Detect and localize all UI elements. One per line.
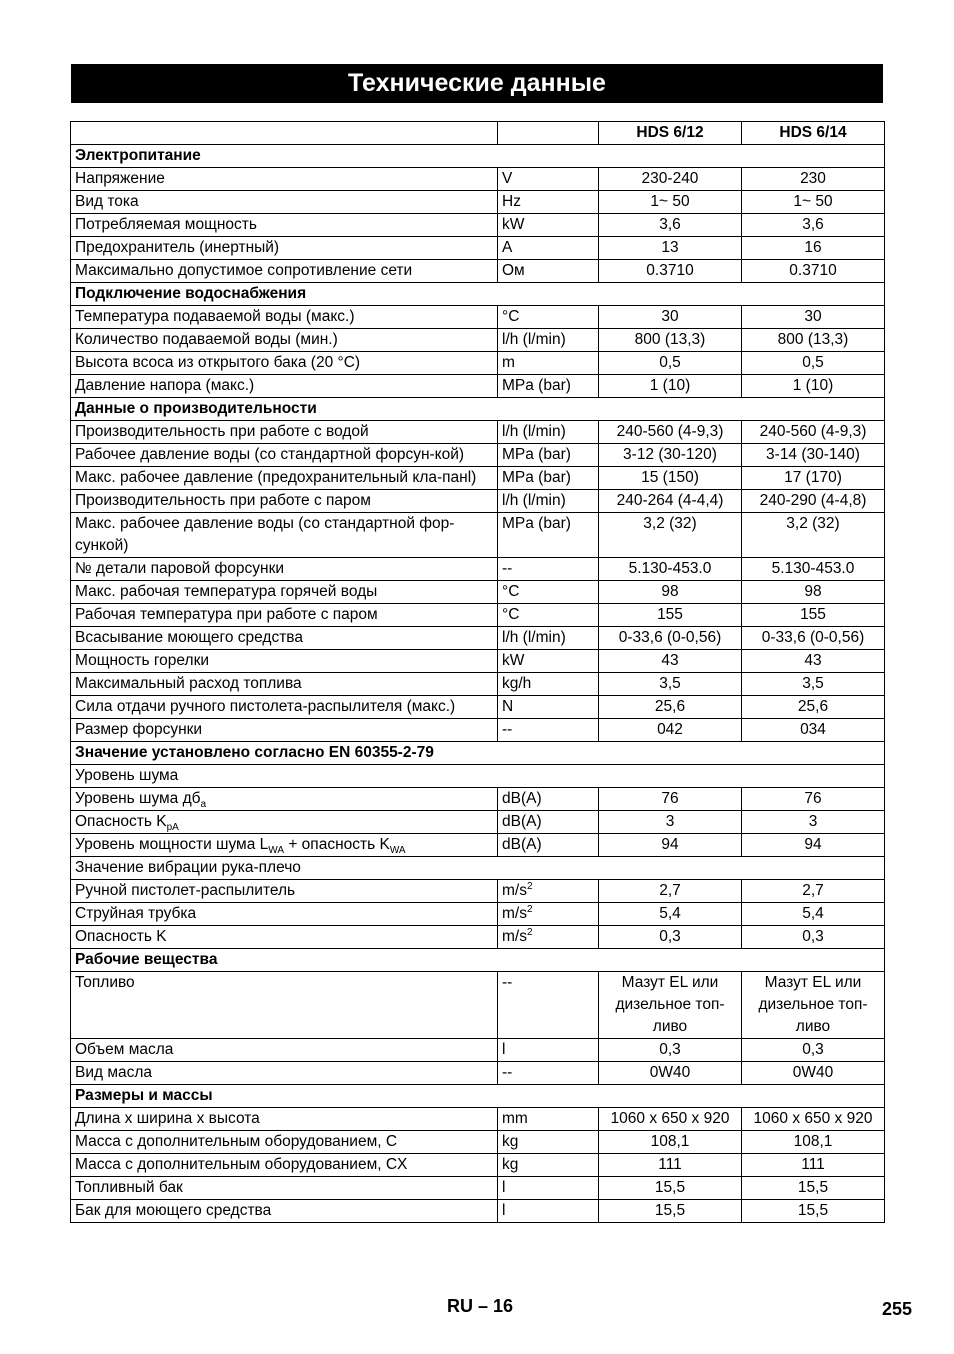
table-row xyxy=(71,421,885,444)
param-label xyxy=(71,260,498,283)
param-unit xyxy=(498,1131,599,1154)
table-row xyxy=(71,467,885,490)
value-model-1: 15 (150) xyxy=(599,467,742,490)
param-unit-text: dB(A) xyxy=(502,836,542,853)
param-label xyxy=(71,421,498,444)
value-model-1: 5,4 xyxy=(599,903,742,926)
header-cell-unit xyxy=(498,122,599,145)
value-model-1: 800 (13,3) xyxy=(599,329,742,352)
param-unit xyxy=(498,214,599,237)
value-model-2: Мазут EL или дизельное топ-ливо xyxy=(742,972,885,1039)
param-unit-text: kg xyxy=(502,1156,519,1173)
param-unit xyxy=(498,788,599,811)
param-unit-text: m/s xyxy=(502,882,527,899)
param-label-subscript: a xyxy=(200,799,207,811)
value-model-2: 15,5 xyxy=(742,1177,885,1200)
param-label-text: Потребляемая мощность xyxy=(75,216,257,233)
param-unit-text: m xyxy=(502,354,515,371)
value-model-1: 25,6 xyxy=(599,696,742,719)
value-model-2: 0-33,6 (0-0,56) xyxy=(742,627,885,650)
value-model-1: 1~ 50 xyxy=(599,191,742,214)
param-label-text: Рабочая температура при работе с паром xyxy=(75,606,378,623)
param-label-subscript: WA xyxy=(268,845,285,857)
table-row xyxy=(71,1154,885,1177)
param-label-text: Топливо xyxy=(75,974,135,991)
value-model-2: 3,6 xyxy=(742,214,885,237)
param-unit xyxy=(498,1177,599,1200)
header-cell-model-1: HDS 6/12 xyxy=(599,122,742,145)
param-label-text: Макс. рабочее давление (предохранительный кла-панl) xyxy=(75,469,477,486)
table-row xyxy=(71,880,885,903)
table-row xyxy=(71,719,885,742)
value-model-1: 3 xyxy=(599,811,742,834)
param-unit xyxy=(498,880,599,903)
header-cell-model-2: HDS 6/14 xyxy=(742,122,885,145)
param-unit-text: -- xyxy=(502,1064,513,1081)
value-model-2: 30 xyxy=(742,306,885,329)
param-unit-text: N xyxy=(502,698,514,715)
param-unit-text: -- xyxy=(502,721,513,738)
param-label xyxy=(71,811,498,834)
value-model-1: 1060 x 650 x 920 xyxy=(599,1108,742,1131)
section-header-row xyxy=(71,398,885,421)
param-unit xyxy=(498,513,599,558)
param-unit xyxy=(498,834,599,857)
param-label-text: Рабочее давление воды (со стандартной форсун-кой) xyxy=(75,446,465,463)
value-model-2: 155 xyxy=(742,604,885,627)
param-unit xyxy=(498,1062,599,1085)
param-unit xyxy=(498,237,599,260)
value-model-1: 111 xyxy=(599,1154,742,1177)
param-label-text: Бак для моющего средства xyxy=(75,1202,272,1219)
table-row xyxy=(71,352,885,375)
table-row xyxy=(71,260,885,283)
param-unit-text: l/h (l/min) xyxy=(502,331,566,348)
value-model-1: 43 xyxy=(599,650,742,673)
param-unit-text: MPa (bar) xyxy=(502,377,571,394)
param-unit-text: kW xyxy=(502,652,525,669)
param-unit xyxy=(498,926,599,949)
table-row xyxy=(71,329,885,352)
param-label xyxy=(71,237,498,260)
param-label-text: Длина x ширина x высота xyxy=(75,1110,260,1127)
param-label-text: Масса с дополнительным оборудованием, CX xyxy=(75,1156,408,1173)
param-label xyxy=(71,444,498,467)
param-label-text: Высота всоса из открытого бака (20 °C) xyxy=(75,354,361,371)
value-model-2: 76 xyxy=(742,788,885,811)
tech-data-table-body xyxy=(71,122,885,1223)
value-model-1: 042 xyxy=(599,719,742,742)
param-unit xyxy=(498,191,599,214)
value-model-1: 3,5 xyxy=(599,673,742,696)
section-title: Значение установлено согласно EN 60355-2-79 xyxy=(71,742,885,765)
table-header-row xyxy=(71,122,885,145)
param-label-text: Мощность горелки xyxy=(75,652,210,669)
value-model-1: 1 (10) xyxy=(599,375,742,398)
param-label xyxy=(71,926,498,949)
param-unit xyxy=(498,627,599,650)
value-model-2: 0.3710 xyxy=(742,260,885,283)
param-label xyxy=(71,168,498,191)
param-unit-text: l xyxy=(502,1179,506,1196)
section-header-row xyxy=(71,145,885,168)
value-model-1: 13 xyxy=(599,237,742,260)
param-unit xyxy=(498,1108,599,1131)
param-label-text: Объем масла xyxy=(75,1041,174,1058)
table-row xyxy=(71,1039,885,1062)
param-unit-text: Hz xyxy=(502,193,521,210)
table-row xyxy=(71,1200,885,1223)
subsection-label: Значение вибрации рука-плечо xyxy=(71,857,885,880)
value-model-2: 800 (13,3) xyxy=(742,329,885,352)
param-unit-text: Ом xyxy=(502,262,525,279)
param-label-text: № детали паровой форсунки xyxy=(75,560,285,577)
value-model-1: 108,1 xyxy=(599,1131,742,1154)
param-label-text: Макс. рабочее давление воды (со стандартной фор-сункой) xyxy=(75,515,455,554)
param-label-text-2: + опасность K xyxy=(284,836,390,853)
table-row xyxy=(71,1062,885,1085)
param-label-text: Уровень шума дб xyxy=(75,790,201,807)
table-row xyxy=(71,696,885,719)
param-label xyxy=(71,1200,498,1223)
param-unit xyxy=(498,972,599,1039)
value-model-2: 3-14 (30-140) xyxy=(742,444,885,467)
param-unit-text: l/h (l/min) xyxy=(502,629,566,646)
value-model-1: 76 xyxy=(599,788,742,811)
param-unit-text: V xyxy=(502,170,513,187)
param-label xyxy=(71,1177,498,1200)
value-model-2: 25,6 xyxy=(742,696,885,719)
value-model-2: 16 xyxy=(742,237,885,260)
param-unit xyxy=(498,1200,599,1223)
table-row xyxy=(71,1108,885,1131)
table-row xyxy=(71,1177,885,1200)
param-label xyxy=(71,1108,498,1131)
param-unit-text: m/s xyxy=(502,905,527,922)
param-label xyxy=(71,191,498,214)
value-model-2: 034 xyxy=(742,719,885,742)
param-label-text: Масса с дополнительным оборудованием, C xyxy=(75,1133,398,1150)
param-unit-text: MPa (bar) xyxy=(502,515,571,532)
param-label xyxy=(71,972,498,1039)
param-unit xyxy=(498,421,599,444)
param-label xyxy=(71,352,498,375)
param-unit xyxy=(498,467,599,490)
value-model-2: 108,1 xyxy=(742,1131,885,1154)
param-unit xyxy=(498,1039,599,1062)
param-label xyxy=(71,880,498,903)
value-model-1: Мазут EL или дизельное топ-ливо xyxy=(599,972,742,1039)
section-title: Данные о производительности xyxy=(71,398,885,421)
table-row xyxy=(71,788,885,811)
table-row xyxy=(71,604,885,627)
table-row xyxy=(71,306,885,329)
param-unit xyxy=(498,581,599,604)
section-header-row xyxy=(71,1085,885,1108)
subsection-label: Уровень шума xyxy=(71,765,885,788)
param-label xyxy=(71,834,498,857)
param-unit-text: -- xyxy=(502,560,513,577)
value-model-1: 98 xyxy=(599,581,742,604)
section-title: Электропитание xyxy=(71,145,885,168)
value-model-2: 1060 x 650 x 920 xyxy=(742,1108,885,1131)
table-row xyxy=(71,811,885,834)
value-model-2: 240-560 (4-9,3) xyxy=(742,421,885,444)
value-model-1: 0,5 xyxy=(599,352,742,375)
table-row xyxy=(71,834,885,857)
value-model-2: 3,2 (32) xyxy=(742,513,885,558)
param-label-text: Опасность K xyxy=(75,813,167,830)
param-unit-superscript: 2 xyxy=(526,880,533,892)
param-unit xyxy=(498,352,599,375)
table-row xyxy=(71,926,885,949)
page-title: Технические данные xyxy=(71,64,883,103)
param-label-text: Макс. рабочая температура горячей воды xyxy=(75,583,378,600)
value-model-1: 0W40 xyxy=(599,1062,742,1085)
value-model-2: 3,5 xyxy=(742,673,885,696)
table-row xyxy=(71,214,885,237)
param-label xyxy=(71,1062,498,1085)
param-unit xyxy=(498,490,599,513)
param-unit xyxy=(498,903,599,926)
value-model-1: 94 xyxy=(599,834,742,857)
param-label-text: Вид тока xyxy=(75,193,139,210)
param-unit-text: l/h (l/min) xyxy=(502,423,566,440)
table-row xyxy=(71,375,885,398)
param-unit-text: kg xyxy=(502,1133,519,1150)
value-model-1: 0,3 xyxy=(599,926,742,949)
value-model-2: 0W40 xyxy=(742,1062,885,1085)
param-label-subscript-2: WA xyxy=(389,845,406,857)
param-label-text: Производительность при работе с паром xyxy=(75,492,371,509)
section-header-row xyxy=(71,283,885,306)
table-row xyxy=(71,490,885,513)
value-model-1: 3-12 (30-120) xyxy=(599,444,742,467)
param-label xyxy=(71,719,498,742)
value-model-1: 15,5 xyxy=(599,1200,742,1223)
param-label-text: Температура подаваемой воды (макс.) xyxy=(75,308,355,325)
value-model-2: 15,5 xyxy=(742,1200,885,1223)
param-unit xyxy=(498,673,599,696)
param-label xyxy=(71,627,498,650)
param-unit-text: MPa (bar) xyxy=(502,446,571,463)
param-unit xyxy=(498,375,599,398)
value-model-2: 1~ 50 xyxy=(742,191,885,214)
param-unit xyxy=(498,1154,599,1177)
value-model-1: 155 xyxy=(599,604,742,627)
param-label xyxy=(71,467,498,490)
param-label-text: Струйная трубка xyxy=(75,905,197,922)
table-row xyxy=(71,765,885,788)
table-row xyxy=(71,1131,885,1154)
table-row xyxy=(71,903,885,926)
param-unit-text: l/h (l/min) xyxy=(502,492,566,509)
param-unit xyxy=(498,650,599,673)
table-row xyxy=(71,191,885,214)
param-unit-text: dB(A) xyxy=(502,813,542,830)
section-header-row xyxy=(71,742,885,765)
param-unit-text: kW xyxy=(502,216,525,233)
param-unit xyxy=(498,329,599,352)
section-title: Размеры и массы xyxy=(71,1085,885,1108)
value-model-2: 5,4 xyxy=(742,903,885,926)
table-row xyxy=(71,972,885,1039)
param-label xyxy=(71,375,498,398)
param-unit-text: °C xyxy=(502,606,520,623)
param-label xyxy=(71,214,498,237)
param-unit-text: l xyxy=(502,1202,506,1219)
value-model-1: 30 xyxy=(599,306,742,329)
param-label-text: Размер форсунки xyxy=(75,721,203,738)
param-unit-text: A xyxy=(502,239,513,256)
param-unit-text: mm xyxy=(502,1110,528,1127)
value-model-1: 240-264 (4-4,4) xyxy=(599,490,742,513)
param-unit-text: dB(A) xyxy=(502,790,542,807)
param-label-text: Уровень мощности шума L xyxy=(75,836,269,853)
param-unit xyxy=(498,811,599,834)
value-model-1: 5.130-453.0 xyxy=(599,558,742,581)
param-unit-text: °C xyxy=(502,583,520,600)
param-label-text: Предохранитель (инертный) xyxy=(75,239,280,256)
param-label xyxy=(71,1154,498,1177)
param-label xyxy=(71,558,498,581)
section-title: Подключение водоснабжения xyxy=(71,283,885,306)
param-unit-superscript: 2 xyxy=(526,903,533,915)
param-label xyxy=(71,604,498,627)
param-label xyxy=(71,329,498,352)
param-unit xyxy=(498,306,599,329)
param-label-subscript: pA xyxy=(166,822,179,834)
value-model-2: 94 xyxy=(742,834,885,857)
section-title: Рабочие вещества xyxy=(71,949,885,972)
footer-section-code: RU – 16 xyxy=(447,1296,514,1316)
header-cell-label xyxy=(71,122,498,145)
value-model-1: 230-240 xyxy=(599,168,742,191)
value-model-2: 240-290 (4-4,8) xyxy=(742,490,885,513)
table-row xyxy=(71,513,885,558)
param-label-text: Вид масла xyxy=(75,1064,153,1081)
value-model-1: 0-33,6 (0-0,56) xyxy=(599,627,742,650)
table-row xyxy=(71,237,885,260)
value-model-1: 3,2 (32) xyxy=(599,513,742,558)
table-row xyxy=(71,581,885,604)
param-label xyxy=(71,696,498,719)
param-label xyxy=(71,788,498,811)
param-label-text: Напряжение xyxy=(75,170,165,187)
table-row xyxy=(71,650,885,673)
value-model-1: 2,7 xyxy=(599,880,742,903)
table-row xyxy=(71,444,885,467)
value-model-2: 111 xyxy=(742,1154,885,1177)
value-model-2: 0,3 xyxy=(742,1039,885,1062)
value-model-2: 1 (10) xyxy=(742,375,885,398)
value-model-2: 2,7 xyxy=(742,880,885,903)
footer-page-number: 255 xyxy=(881,1299,912,1319)
value-model-2: 43 xyxy=(742,650,885,673)
param-unit xyxy=(498,719,599,742)
table-row xyxy=(71,673,885,696)
param-label-text: Производительность при работе с водой xyxy=(75,423,369,440)
param-label-text: Сила отдачи ручного пистолета-распылителя (макс.) xyxy=(75,698,456,715)
section-header-row xyxy=(71,949,885,972)
param-label-text: Всасывание моющего средства xyxy=(75,629,303,646)
param-unit-text: MPa (bar) xyxy=(502,469,571,486)
param-label xyxy=(71,513,498,558)
param-unit-text: °C xyxy=(502,308,520,325)
param-label-text: Топливный бак xyxy=(75,1179,183,1196)
value-model-1: 0.3710 xyxy=(599,260,742,283)
param-label xyxy=(71,306,498,329)
value-model-2: 17 (170) xyxy=(742,467,885,490)
param-unit xyxy=(498,260,599,283)
tech-data-table xyxy=(70,121,885,1223)
param-unit-text: l xyxy=(502,1041,506,1058)
param-unit xyxy=(498,696,599,719)
param-label xyxy=(71,650,498,673)
value-model-2: 3 xyxy=(742,811,885,834)
table-row xyxy=(71,627,885,650)
param-unit xyxy=(498,558,599,581)
param-label xyxy=(71,903,498,926)
table-row xyxy=(71,558,885,581)
value-model-2: 98 xyxy=(742,581,885,604)
value-model-1: 3,6 xyxy=(599,214,742,237)
param-unit-superscript: 2 xyxy=(526,926,533,938)
value-model-2: 0,5 xyxy=(742,352,885,375)
param-unit-text: kg/h xyxy=(502,675,532,692)
param-label-text: Опасность K xyxy=(75,928,167,945)
param-unit-text: m/s xyxy=(502,928,527,945)
param-label-text: Количество подаваемой воды (мин.) xyxy=(75,331,338,348)
param-unit xyxy=(498,444,599,467)
param-label xyxy=(71,581,498,604)
table-row xyxy=(71,857,885,880)
param-label-text: Давление напора (макс.) xyxy=(75,377,255,394)
value-model-1: 15,5 xyxy=(599,1177,742,1200)
value-model-1: 0,3 xyxy=(599,1039,742,1062)
param-unit-text: -- xyxy=(502,974,513,991)
param-label xyxy=(71,673,498,696)
param-unit xyxy=(498,604,599,627)
param-label xyxy=(71,490,498,513)
value-model-2: 230 xyxy=(742,168,885,191)
param-label xyxy=(71,1131,498,1154)
table-row xyxy=(71,168,885,191)
param-label xyxy=(71,1039,498,1062)
param-label-text: Ручной пистолет-распылитель xyxy=(75,882,296,899)
param-label-text: Максимально допустимое сопротивление сети xyxy=(75,262,413,279)
value-model-1: 240-560 (4-9,3) xyxy=(599,421,742,444)
value-model-2: 0,3 xyxy=(742,926,885,949)
param-label-text: Максимальный расход топлива xyxy=(75,675,302,692)
param-unit xyxy=(498,168,599,191)
value-model-2: 5.130-453.0 xyxy=(742,558,885,581)
